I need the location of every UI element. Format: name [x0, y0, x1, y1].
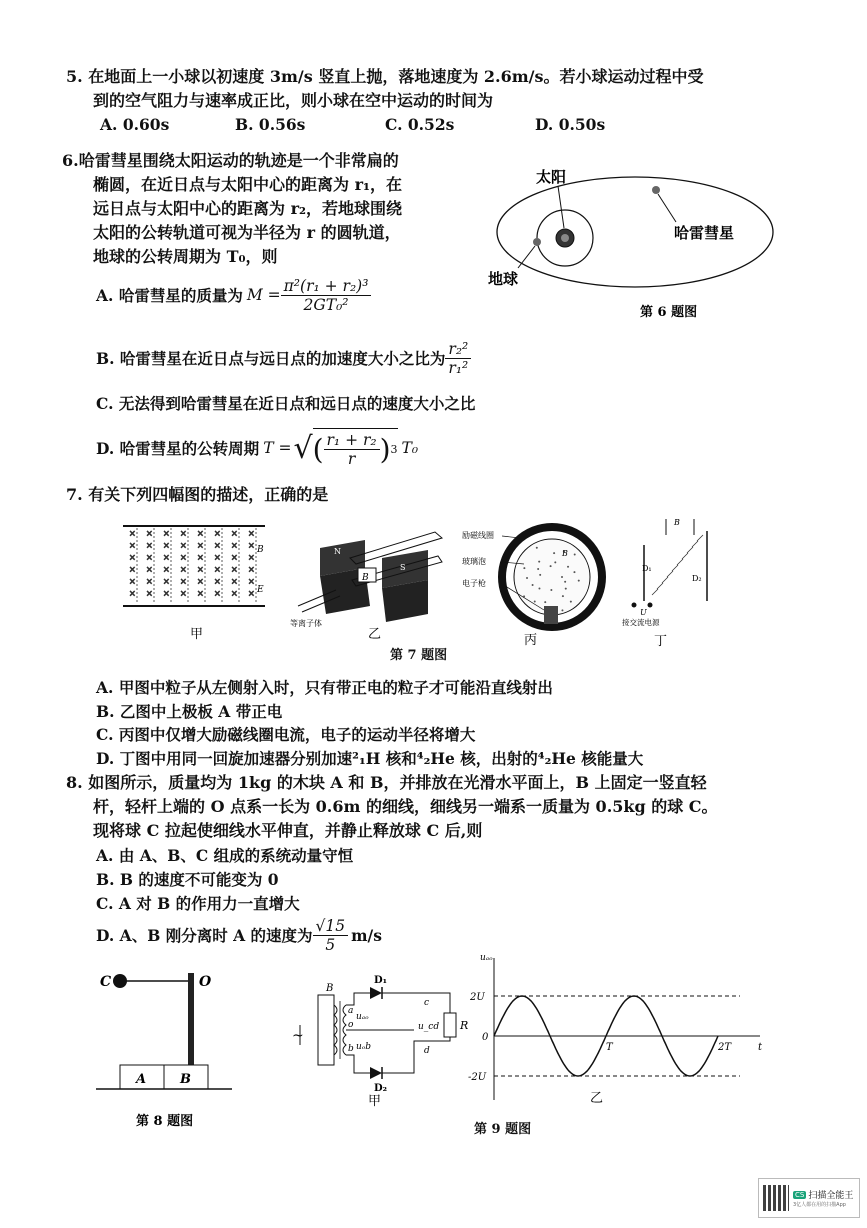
q8-line: 如图所示，质量均为 1kg 的木块 A 和 B，并排放在光滑水平面上，B 上固定一竖直轻 — [88, 773, 707, 792]
svg-text:T: T — [606, 1042, 613, 1053]
svg-text:×: × — [231, 541, 238, 550]
svg-text:×: × — [146, 529, 153, 538]
q8-figure — [94, 965, 244, 1130]
svg-text:b: b — [348, 1044, 354, 1054]
svg-text:×: × — [163, 541, 170, 550]
svg-text:电子枪: 电子枪 — [462, 579, 486, 588]
cs-badge: CS — [795, 1190, 805, 1199]
q7-caption: 第 7 题图 — [390, 648, 448, 663]
svg-text:×: × — [214, 541, 221, 550]
q6-line: 椭圆，在近日点与太阳中心的距离为 r₁，在 — [93, 175, 403, 194]
q9-circuit — [290, 965, 470, 1109]
svg-text:A: A — [136, 1072, 147, 1087]
question-8 — [66, 770, 707, 796]
svg-text:R: R — [460, 1019, 469, 1032]
comet-dot — [652, 186, 660, 194]
svg-text:O: O — [199, 974, 212, 990]
svg-text:×: × — [197, 553, 204, 562]
q8-number: 8. — [66, 773, 83, 792]
fig7-ding — [612, 515, 732, 650]
q9-waveform — [470, 950, 770, 1110]
q8-caption: 第 8 题图 — [136, 1114, 194, 1129]
svg-text:D₂: D₂ — [692, 574, 702, 583]
svg-text:×: × — [129, 565, 136, 574]
svg-text:接交流电源: 接交流电源 — [622, 618, 660, 627]
q8-line: 现将球 C 拉起使细线水平伸直，并静止释放球 C 后,则 — [93, 821, 483, 840]
svg-text:uₒb: uₒb — [356, 1042, 372, 1052]
svg-text:×: × — [180, 577, 187, 586]
svg-text:×: × — [197, 541, 204, 550]
q6-option-d: D. 哈雷彗星的公转周期 T = √ ( $\frac{\text{r₁ + r₂}}{r}$ ) 3 T₀ — [96, 420, 418, 476]
svg-text:×: × — [231, 577, 238, 586]
q6-caption: 第 6 题图 — [640, 305, 698, 320]
q6-orbit-figure — [480, 160, 790, 320]
svg-text:×: × — [231, 589, 238, 598]
q6-line: 太阳的公转轨道可视为半径为 r 的圆轨道， — [93, 223, 401, 242]
svg-text:×: × — [163, 529, 170, 538]
q5-line1: 在地面上一小球以初速度 3m/s 竖直上抛，落地速度为 2.6m/s。若小球运动过程中受 — [88, 67, 704, 86]
svg-text:×: × — [129, 529, 136, 538]
q7-option-d: D. 丁图中用同一回旋加速器分别加速²₁H 核和⁴₂He 核，出射的⁴₂He 核能量大 — [96, 749, 644, 768]
svg-text:×: × — [180, 541, 187, 550]
svg-text:×: × — [180, 565, 187, 574]
q5-option-d: D. 0.50s — [535, 115, 606, 134]
q6-line: 地球的公转周期为 T₀，则 — [93, 247, 278, 266]
label-yi: 乙 — [368, 627, 382, 642]
svg-text:d: d — [424, 1046, 430, 1056]
label-ding: 丁 — [654, 634, 668, 649]
svg-text:×: × — [163, 553, 170, 562]
fig7-yi — [290, 518, 460, 643]
svg-text:玻璃泡: 玻璃泡 — [462, 557, 486, 566]
svg-text:×: × — [214, 529, 221, 538]
svg-text:B: B — [180, 1072, 191, 1087]
q6-line: 远日点与太阳中心的距离为 r₂，若地球围绕 — [93, 199, 403, 218]
svg-text:×: × — [129, 589, 136, 598]
svg-text:2U: 2U — [470, 992, 485, 1003]
q8-option-a: A. 由 A、B、C 组成的系统动量守恒 — [96, 846, 354, 865]
svg-text:×: × — [197, 577, 204, 586]
svg-text:B: B — [326, 983, 334, 994]
svg-text:×: × — [129, 553, 136, 562]
label-earth: 地球 — [488, 270, 519, 288]
svg-text:~: ~ — [292, 1028, 304, 1044]
q5-line2: 到的空气阻力与速率成正比，则小球在空中运动的时间为 — [93, 91, 494, 110]
q5-option-c: C. 0.52s — [385, 115, 455, 134]
svg-text:B: B — [257, 545, 264, 555]
question-7 — [66, 482, 328, 508]
qr-code-icon — [763, 1185, 789, 1211]
svg-text:D₁: D₁ — [374, 975, 388, 986]
svg-text:×: × — [163, 565, 170, 574]
svg-text:×: × — [146, 589, 153, 598]
svg-text:×: × — [214, 577, 221, 586]
svg-text:×: × — [214, 565, 221, 574]
q5-option-a: A. 0.60s — [100, 115, 170, 134]
q6-b-fraction: $\frac{\text{r₂²}}{\text{r₁²}}$ — [445, 340, 471, 377]
question-5 — [66, 64, 704, 90]
svg-text:×: × — [248, 529, 255, 538]
svg-text:uₐₒ: uₐₒ — [356, 1012, 369, 1022]
svg-text:励磁线圈: 励磁线圈 — [462, 531, 494, 540]
q5-option-b: B. 0.56s — [235, 115, 306, 134]
svg-text:-2U: -2U — [468, 1072, 487, 1083]
svg-text:×: × — [197, 529, 204, 538]
ball-c — [113, 974, 127, 988]
svg-text:×: × — [197, 565, 204, 574]
q7-option-a: A. 甲图中粒子从左侧射入时，只有带正电的粒子才可能沿直线射出 — [96, 678, 553, 697]
q6-number: 6. — [62, 151, 79, 170]
svg-text:×: × — [146, 553, 153, 562]
svg-text:×: × — [129, 577, 136, 586]
svg-text:×: × — [180, 553, 187, 562]
svg-text:a: a — [348, 1006, 354, 1016]
rod — [188, 973, 194, 1065]
svg-text:×: × — [180, 589, 187, 598]
q8-line: 杆，轻杆上端的 O 点系一长为 0.6m 的细线，细线另一端系一质量为 0.5kg 的球 C。 — [93, 797, 718, 816]
q8-option-d: D. A、B 刚分离时 A 的速度为 $\frac{√15}{5}$ m/s — [96, 916, 382, 954]
svg-text:×: × — [248, 553, 255, 562]
svg-text:×: × — [231, 529, 238, 538]
svg-text:×: × — [248, 577, 255, 586]
q6-option-b: B. 哈雷彗星在近日点与远日点的加速度大小之比为 $\frac{\text{r₂²}}{\text{r₁²}}$ — [96, 333, 471, 383]
svg-text:c: c — [424, 998, 430, 1008]
svg-text:D₂: D₂ — [374, 1083, 388, 1094]
q8-option-b: B. B 的速度不可能变为 0 — [96, 870, 279, 889]
q7-number: 7. — [66, 485, 83, 504]
q6-line: 哈雷彗星围绕太阳运动的轨迹是一个非常扁的 — [78, 151, 399, 170]
q6-option-c: C. 无法得到哈雷彗星在近日点和远日点的速度大小之比 — [96, 394, 476, 413]
svg-text:u_cd: u_cd — [418, 1022, 440, 1032]
svg-text:2T: 2T — [718, 1042, 732, 1053]
svg-text:×: × — [146, 577, 153, 586]
fig7-bing — [462, 522, 612, 647]
label-jia: 甲 — [190, 627, 204, 642]
svg-text:S: S — [400, 563, 406, 572]
q5-number: 5. — [66, 67, 83, 86]
svg-text:×: × — [231, 553, 238, 562]
label-sun: 太阳 — [536, 168, 567, 186]
svg-text:乙: 乙 — [590, 1091, 604, 1106]
svg-text:0: 0 — [482, 1032, 489, 1043]
q6-option-a: A. 哈雷彗星的质量为 M = $\frac{\text{π²(r₁ + r₂)³}}{\text{2GT₀²}}$ — [96, 270, 371, 320]
svg-text:×: × — [248, 541, 255, 550]
svg-text:等离子体: 等离子体 — [290, 619, 322, 628]
svg-text:B: B — [362, 573, 369, 583]
svg-text:C: C — [100, 974, 112, 990]
svg-text:×: × — [163, 577, 170, 586]
q8-d-fraction: $\frac{√15}{5}$ — [313, 917, 349, 954]
fig7-jia — [115, 522, 275, 642]
svg-text:×: × — [180, 529, 187, 538]
q7-option-b: B. 乙图中上极板 A 带正电 — [96, 702, 283, 721]
svg-text:D₁: D₁ — [642, 564, 652, 573]
svg-text:B: B — [562, 549, 568, 558]
label-bing: 丙 — [524, 633, 538, 648]
svg-text:N: N — [334, 547, 341, 556]
svg-text:×: × — [163, 589, 170, 598]
svg-text:E: E — [257, 585, 264, 595]
svg-text:B: B — [674, 518, 680, 527]
q8-option-c: C. A 对 B 的作用力一直增大 — [96, 894, 300, 913]
svg-text:×: × — [231, 565, 238, 574]
svg-text:×: × — [146, 541, 153, 550]
svg-text:×: × — [129, 541, 136, 550]
svg-text:甲: 甲 — [368, 1094, 382, 1109]
q6-a-fraction: $\frac{\text{π²(r₁ + r₂)³}}{\text{2GT₀²}}$ — [281, 277, 372, 314]
q7-option-c: C. 丙图中仅增大励磁线圈电流，电子的运动半径将增大 — [96, 725, 476, 744]
svg-text:t: t — [758, 1042, 763, 1053]
svg-text:×: × — [214, 553, 221, 562]
svg-text:uₐₒ: uₐₒ — [480, 953, 493, 963]
q9-caption: 第 9 题图 — [474, 1122, 532, 1137]
svg-text:×: × — [248, 565, 255, 574]
q7-stem: 有关下列四幅图的描述，正确的是 — [88, 485, 329, 504]
label-comet: 哈雷彗星 — [674, 224, 735, 242]
svg-text:×: × — [248, 589, 255, 598]
question-6 — [62, 148, 399, 174]
svg-text:U: U — [640, 608, 647, 617]
svg-text:×: × — [214, 589, 221, 598]
svg-text:×: × — [197, 589, 204, 598]
svg-text:o: o — [348, 1020, 354, 1030]
camscanner-watermark: CS 扫描全能王 3亿人都在用的扫描App — [758, 1178, 860, 1218]
earth-dot — [533, 238, 541, 246]
svg-text:×: × — [146, 565, 153, 574]
